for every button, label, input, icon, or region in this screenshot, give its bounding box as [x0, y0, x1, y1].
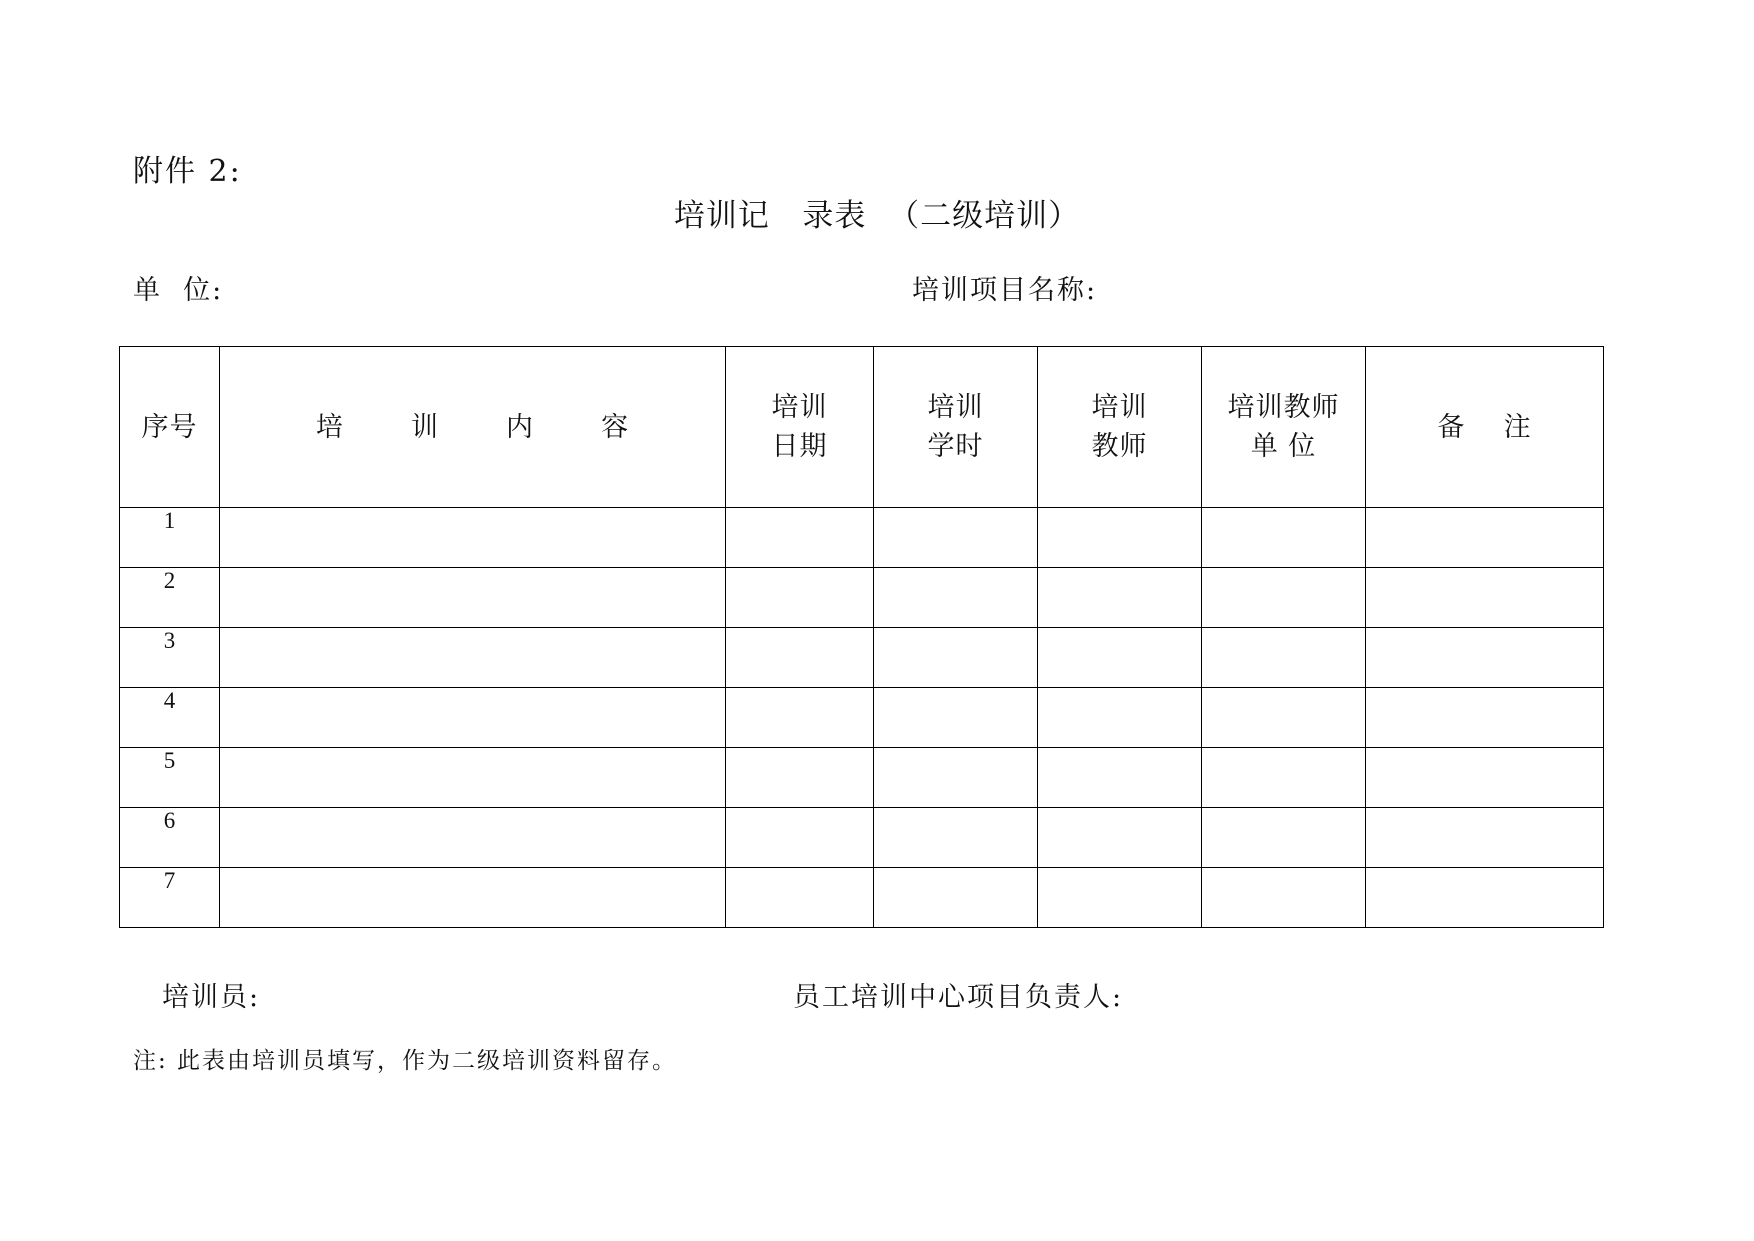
header-hours-line2: 学时	[927, 431, 984, 462]
row-number: 5	[120, 748, 220, 808]
cell-remarks[interactable]	[1366, 628, 1604, 688]
cell-hours[interactable]	[874, 868, 1038, 928]
header-hours	[874, 347, 1038, 508]
table-row	[120, 568, 1604, 628]
row-number: 2	[120, 568, 220, 628]
cell-hours[interactable]	[874, 628, 1038, 688]
cell-teacher-unit[interactable]	[1202, 628, 1366, 688]
table-row	[120, 808, 1604, 868]
cell-content[interactable]	[220, 508, 726, 568]
header-seq: 序号	[120, 347, 220, 508]
table-row	[120, 868, 1604, 928]
header-date-line1: 培训	[771, 392, 828, 423]
header-teacher-unit-line1: 培训教师	[1227, 392, 1340, 423]
cell-remarks[interactable]	[1366, 808, 1604, 868]
cell-teacher[interactable]	[1038, 808, 1202, 868]
project-name-label: 培训项目名称:	[912, 275, 1098, 306]
cell-teacher-unit[interactable]	[1202, 868, 1366, 928]
header-teacher-unit-line2: 单 位	[1250, 431, 1317, 462]
cell-teacher-unit[interactable]	[1202, 508, 1366, 568]
cell-teacher[interactable]	[1038, 508, 1202, 568]
cell-content[interactable]	[220, 748, 726, 808]
cell-remarks[interactable]	[1366, 868, 1604, 928]
cell-date[interactable]	[726, 808, 874, 868]
center-leader-label: 员工培训中心项目负责人:	[793, 982, 1124, 1013]
cell-date[interactable]	[726, 508, 874, 568]
cell-hours[interactable]	[874, 748, 1038, 808]
cell-remarks[interactable]	[1366, 568, 1604, 628]
header-remarks: 备 注	[1366, 347, 1604, 508]
header-teacher-line1: 培训	[1091, 392, 1148, 423]
cell-teacher-unit[interactable]	[1202, 688, 1366, 748]
cell-remarks[interactable]	[1366, 688, 1604, 748]
row-number: 7	[120, 868, 220, 928]
cell-content[interactable]	[220, 688, 726, 748]
cell-teacher[interactable]	[1038, 748, 1202, 808]
header-teacher	[1038, 347, 1202, 508]
cell-remarks[interactable]	[1366, 748, 1604, 808]
cell-teacher[interactable]	[1038, 688, 1202, 748]
row-number: 6	[120, 808, 220, 868]
training-record-table	[119, 346, 1604, 928]
table-header-row	[120, 347, 1604, 508]
header-content: 培 训 内 容	[220, 347, 726, 508]
cell-teacher[interactable]	[1038, 868, 1202, 928]
cell-teacher-unit[interactable]	[1202, 568, 1366, 628]
cell-teacher[interactable]	[1038, 568, 1202, 628]
cell-date[interactable]	[726, 628, 874, 688]
cell-date[interactable]	[726, 868, 874, 928]
header-date-line2: 日期	[771, 431, 828, 462]
cell-content[interactable]	[220, 568, 726, 628]
cell-hours[interactable]	[874, 568, 1038, 628]
table-row	[120, 748, 1604, 808]
cell-date[interactable]	[726, 748, 874, 808]
cell-date[interactable]	[726, 568, 874, 628]
trainer-label: 培训员:	[162, 982, 261, 1013]
row-number: 1	[120, 508, 220, 568]
cell-hours[interactable]	[874, 688, 1038, 748]
header-teacher-line2: 教师	[1091, 431, 1148, 462]
cell-content[interactable]	[220, 628, 726, 688]
cell-content[interactable]	[220, 868, 726, 928]
cell-teacher[interactable]	[1038, 628, 1202, 688]
cell-content[interactable]	[220, 808, 726, 868]
header-teacher-unit	[1202, 347, 1366, 508]
footnote: 注: 此表由培训员填写，作为二级培训资料留存。	[133, 1048, 678, 1074]
cell-teacher-unit[interactable]	[1202, 748, 1366, 808]
table-row	[120, 508, 1604, 568]
table-row	[120, 628, 1604, 688]
row-number: 3	[120, 628, 220, 688]
cell-date[interactable]	[726, 688, 874, 748]
row-number: 4	[120, 688, 220, 748]
page-title: 培训记 录表 （二级培训）	[673, 198, 1081, 234]
cell-hours[interactable]	[874, 808, 1038, 868]
header-date	[726, 347, 874, 508]
cell-hours[interactable]	[874, 508, 1038, 568]
cell-teacher-unit[interactable]	[1202, 808, 1366, 868]
attachment-label: 附件 2:	[133, 154, 242, 189]
cell-remarks[interactable]	[1366, 508, 1604, 568]
table-row	[120, 688, 1604, 748]
header-hours-line1: 培训	[927, 392, 984, 423]
unit-label: 单 位:	[133, 275, 224, 306]
